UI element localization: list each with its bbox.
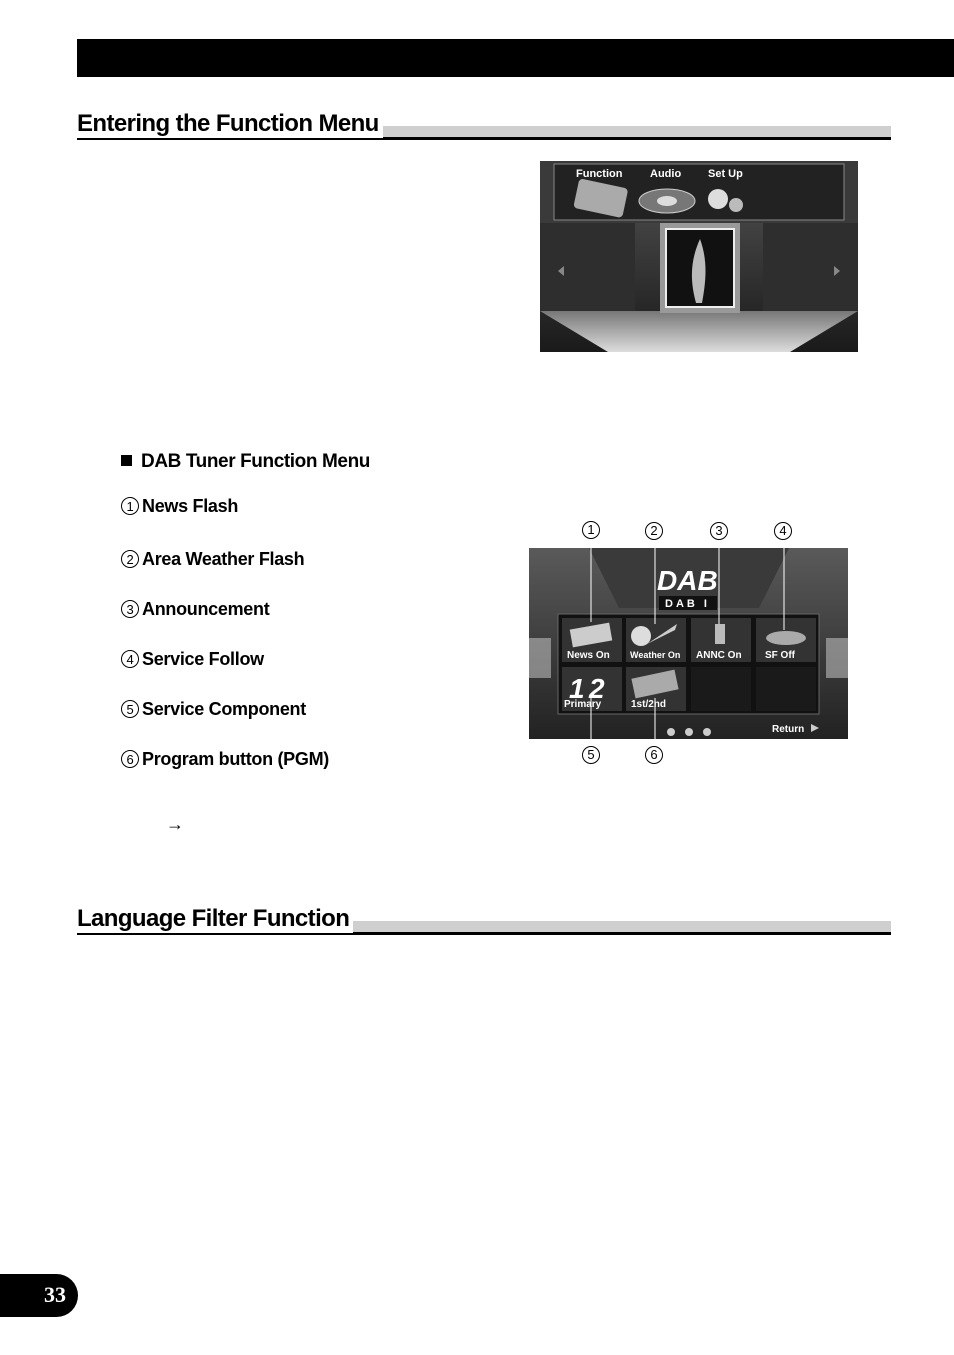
callout-2: 2 [645,522,663,540]
news-on-button[interactable]: News On [567,650,610,661]
callout-6: 6 [645,746,663,764]
sf-off-button[interactable]: SF Off [765,650,795,661]
list-item-announcement [121,599,269,620]
circled-number: 1 [121,497,139,515]
dab-menu-heading: DAB Tuner Function Menu [121,451,370,473]
dab-logo: DAB [657,565,718,596]
dab-function-menu-screenshot [529,548,848,739]
circled-number: 2 [121,550,139,568]
list-item-service-follow [121,649,264,670]
item-label: Announcement [142,599,270,619]
list-item-area-weather-flash [121,549,304,570]
band-indicator: DAB I [665,598,710,610]
return-button[interactable]: Return [772,724,805,735]
item-label: Program button (PGM) [142,749,329,769]
section-heading-language-filter [77,905,891,933]
circled-number: 3 [121,600,139,618]
item-label: Area Weather Flash [142,549,305,569]
section-title: Language Filter Function [77,905,353,933]
callout-3: 3 [710,522,728,540]
square-bullet-icon [121,455,132,466]
svg-text:1: 1 [569,673,585,704]
page-number-tab [0,1274,78,1317]
item-label: Service Component [142,699,306,719]
annc-on-button[interactable]: ANNC On [696,650,742,661]
list-item-program-button [121,749,329,770]
circled-number: 4 [121,650,139,668]
callout-4: 4 [774,522,792,540]
weather-on-button[interactable]: Weather On [630,650,681,660]
item-label: News Flash [142,496,239,516]
page-number: 33 [44,1282,66,1307]
item-label: Service Follow [142,649,264,669]
callout-1: 1 [582,521,600,539]
section-heading-entering-function-menu [77,110,891,138]
header-bar [77,39,954,77]
tab-setup[interactable]: Set Up [708,168,743,180]
list-item-service-component [121,699,306,720]
primary-button[interactable]: Primary [564,699,602,710]
function-menu-screenshot [540,161,858,352]
svg-text:2: 2 [589,673,605,704]
tab-audio[interactable]: Audio [650,168,682,180]
circled-number: 6 [121,750,139,768]
callout-5: 5 [582,746,600,764]
arrow-icon: → [166,814,184,834]
tab-function[interactable]: Function [576,168,623,180]
list-item-news-flash [121,496,238,517]
section-title: Entering the Function Menu [77,110,383,138]
component-button[interactable]: 1st/2nd [631,699,667,710]
circled-number: 5 [121,700,139,718]
